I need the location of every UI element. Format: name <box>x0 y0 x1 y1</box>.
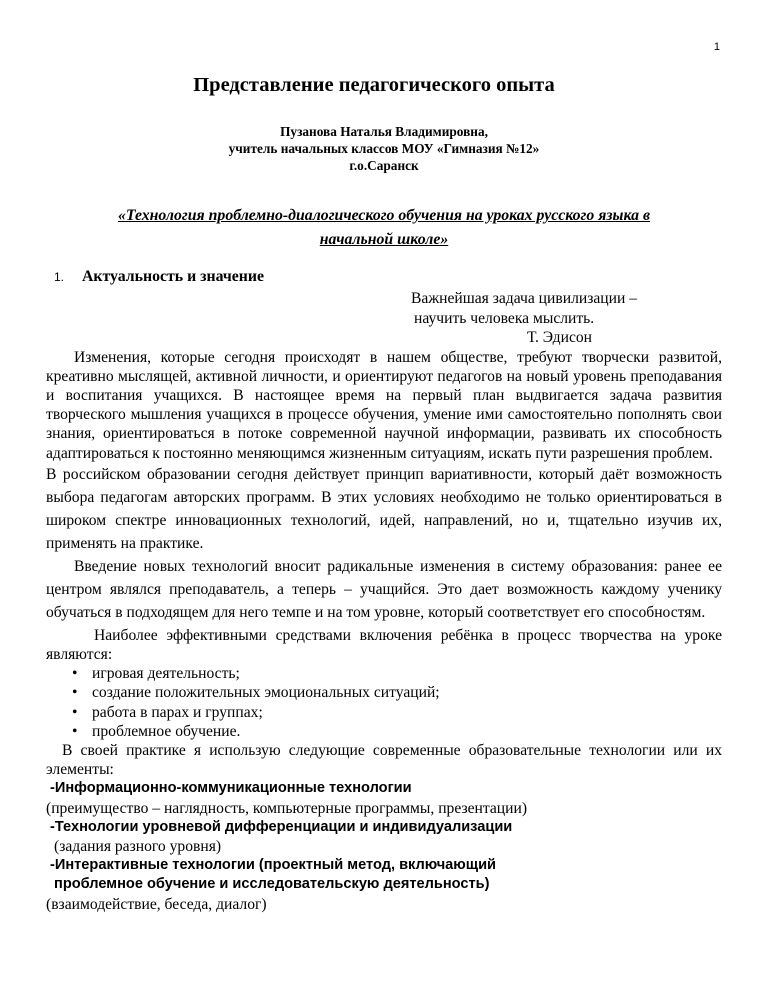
technologies-list <box>46 779 722 913</box>
technology-description: (задания разного уровня) <box>54 837 222 855</box>
epigraph <box>46 289 722 348</box>
technology-title-continued: проблемное обучение и исследовательскую деятельность) <box>54 876 490 893</box>
author-city: г.о.Саранск <box>349 158 419 173</box>
paragraph-my-practice: В своей практике я использую следующие современные образовательные технологии или их элементы: <box>46 741 722 779</box>
author-name: Пузанова Наталья Владимировна, <box>280 124 488 139</box>
author-position: учитель начальных классов МОУ «Гимназия №12» <box>228 141 540 156</box>
author-block <box>46 123 722 174</box>
paragraph-changes: Изменения, которые сегодня происходят в нашем обществе, требуют творчески развитой, креативно мыслящей, активной личности, и ориентируют педагогов на новый уровень преподавания и воспитания учащихся. В настоящее время на первый план выдвигается задача развития творческого мышления учащихся в процессе обучения, умение ими самостоятельно пополнять свои знания, ориентироваться в потоке современной научной информации, развивать их способность адаптироваться к постоянно меняющимся жизненным ситуациям, искать пути разрешения проблем. <box>46 348 722 462</box>
effective-means-list <box>46 664 722 741</box>
technology-title: -Интерактивные технологии (проектный метод, включающий <box>50 857 497 874</box>
bullet-icon: • <box>72 684 78 702</box>
list-item: • создание положительных эмоциональных ситуаций; <box>72 684 440 702</box>
section-heading-text: Актуальность и значение <box>82 268 264 285</box>
epigraph-author: Т. Эдисон <box>527 329 593 346</box>
document-body <box>46 72 722 914</box>
page-number: 1 <box>713 41 720 53</box>
paragraph-variability: В российском образовании сегодня действует принцип вариативности, который даёт возможность выбора педагогам авторских программ. В этих условиях необходимо не только ориентироваться в широком спектре инновационных технологий, идей, направлений, но и, тщательно изучив их, применять на практике. <box>46 465 722 552</box>
epigraph-line-1: Важнейшая задача цивилизации – <box>411 290 638 307</box>
technology-description: (преимущество – наглядность, компьютерные программы, презентации) <box>46 799 528 817</box>
section-heading <box>46 267 722 287</box>
list-item: • проблемное обучение. <box>72 722 241 740</box>
epigraph-line-2: научить человека мыслить. <box>414 309 595 327</box>
paragraph-effective-means: Наиболее эффективными средствами включения ребёнка в процесс творчества на уроке являются: <box>46 626 722 663</box>
subject-line-2: начальной школе» <box>319 231 449 248</box>
bullet-icon: • <box>72 722 78 740</box>
bullet-icon: • <box>72 665 78 683</box>
list-item: • игровая деятельность; <box>72 665 240 683</box>
technology-title: -Информационно-коммуникационные технологии <box>50 780 412 797</box>
document-title: Представление педагогического опыта <box>193 74 555 96</box>
technology-description: (взаимодействие, беседа, диалог) <box>46 895 267 913</box>
bullet-icon: • <box>72 703 78 721</box>
subject-line-1: «Технология проблемно-диалогического обучения на уроках русского языка в <box>117 207 651 224</box>
subject-title <box>46 204 722 252</box>
paragraph-new-technologies: Введение новых технологий вносит радикальные изменения в систему образования: ранее ее центром являлся преподаватель, а теперь – учащийся. Это дает возможность каждому ученику обучаться в подходящем для него темпе и на том уровне, который соответствует его способностям. <box>46 557 722 621</box>
technology-title: -Технологии уровневой дифференциации и индивидуализации <box>50 818 513 835</box>
list-item: • работа в парах и группах; <box>72 703 263 721</box>
section-number: 1. <box>54 270 65 284</box>
